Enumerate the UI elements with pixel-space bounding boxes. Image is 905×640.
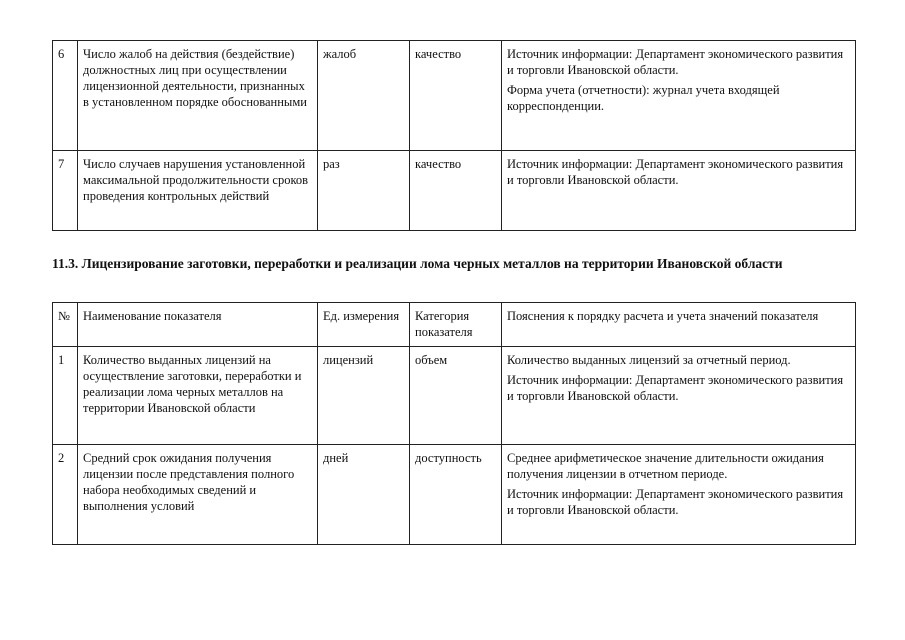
indicators-table: [52, 302, 856, 545]
row-number: 1: [53, 347, 78, 445]
indicator-name: Число случаев нарушения установленной максимальной продолжительности сроков проведения контрольных действий: [78, 151, 318, 231]
header-number: №: [53, 303, 78, 347]
table-header-row: [53, 303, 856, 347]
indicator-unit: дней: [318, 445, 410, 545]
header-unit: Ед. измерения: [318, 303, 410, 347]
row-number: 2: [53, 445, 78, 545]
indicators-table-continued: [52, 40, 856, 231]
indicator-name: Средний срок ожидания получения лицензии после представления полного набора необходимых сведений и выполнения условий: [78, 445, 318, 545]
row-number: 6: [53, 41, 78, 151]
indicator-unit: жалоб: [318, 41, 410, 151]
indicator-category: качество: [410, 41, 502, 151]
note-text: Источник информации: Департамент экономического развития и торговли Ивановской области.: [507, 157, 844, 187]
indicator-category: качество: [410, 151, 502, 231]
note-text: Количество выданных лицензий за отчетный период.: [507, 353, 791, 367]
table-row: [53, 41, 856, 151]
indicator-category: объем: [410, 347, 502, 445]
indicator-unit: раз: [318, 151, 410, 231]
header-category: Категория показателя: [410, 303, 502, 347]
table-row: [53, 347, 856, 445]
note-text: Среднее арифметическое значение длительности ожидания получения лицензии в отчетном периоде.: [507, 451, 824, 481]
note-text: Источник информации: Департамент экономического развития и торговли Ивановской области.: [507, 487, 844, 517]
table-row: [53, 445, 856, 545]
note-text: Источник информации: Департамент экономического развития и торговли Ивановской области.: [507, 47, 844, 77]
note-text: Источник информации: Департамент экономического развития и торговли Ивановской области.: [507, 373, 844, 403]
row-number: 7: [53, 151, 78, 231]
indicator-notes: [502, 347, 856, 445]
note-text: Форма учета (отчетности): журнал учета входящей корреспонденции.: [507, 83, 780, 113]
indicator-notes: [502, 445, 856, 545]
indicator-notes: [502, 41, 856, 151]
indicator-notes: [502, 151, 856, 231]
indicator-category: доступность: [410, 445, 502, 545]
header-notes: Пояснения к порядку расчета и учета значений показателя: [502, 303, 856, 347]
indicator-name: Количество выданных лицензий на осуществление заготовки, переработки и реализации лома черных металлов на территории Ивановской области: [78, 347, 318, 445]
header-name: Наименование показателя: [78, 303, 318, 347]
indicator-unit: лицензий: [318, 347, 410, 445]
indicator-name: Число жалоб на действия (бездействие) должностных лиц при осуществлении лицензионной деятельности, признанных в установленном порядке обоснованными: [78, 41, 318, 151]
table-row: [53, 151, 856, 231]
section-heading: 11.3. Лицензирование заготовки, переработки и реализации лома черных металлов на территории Ивановской области: [52, 256, 783, 271]
